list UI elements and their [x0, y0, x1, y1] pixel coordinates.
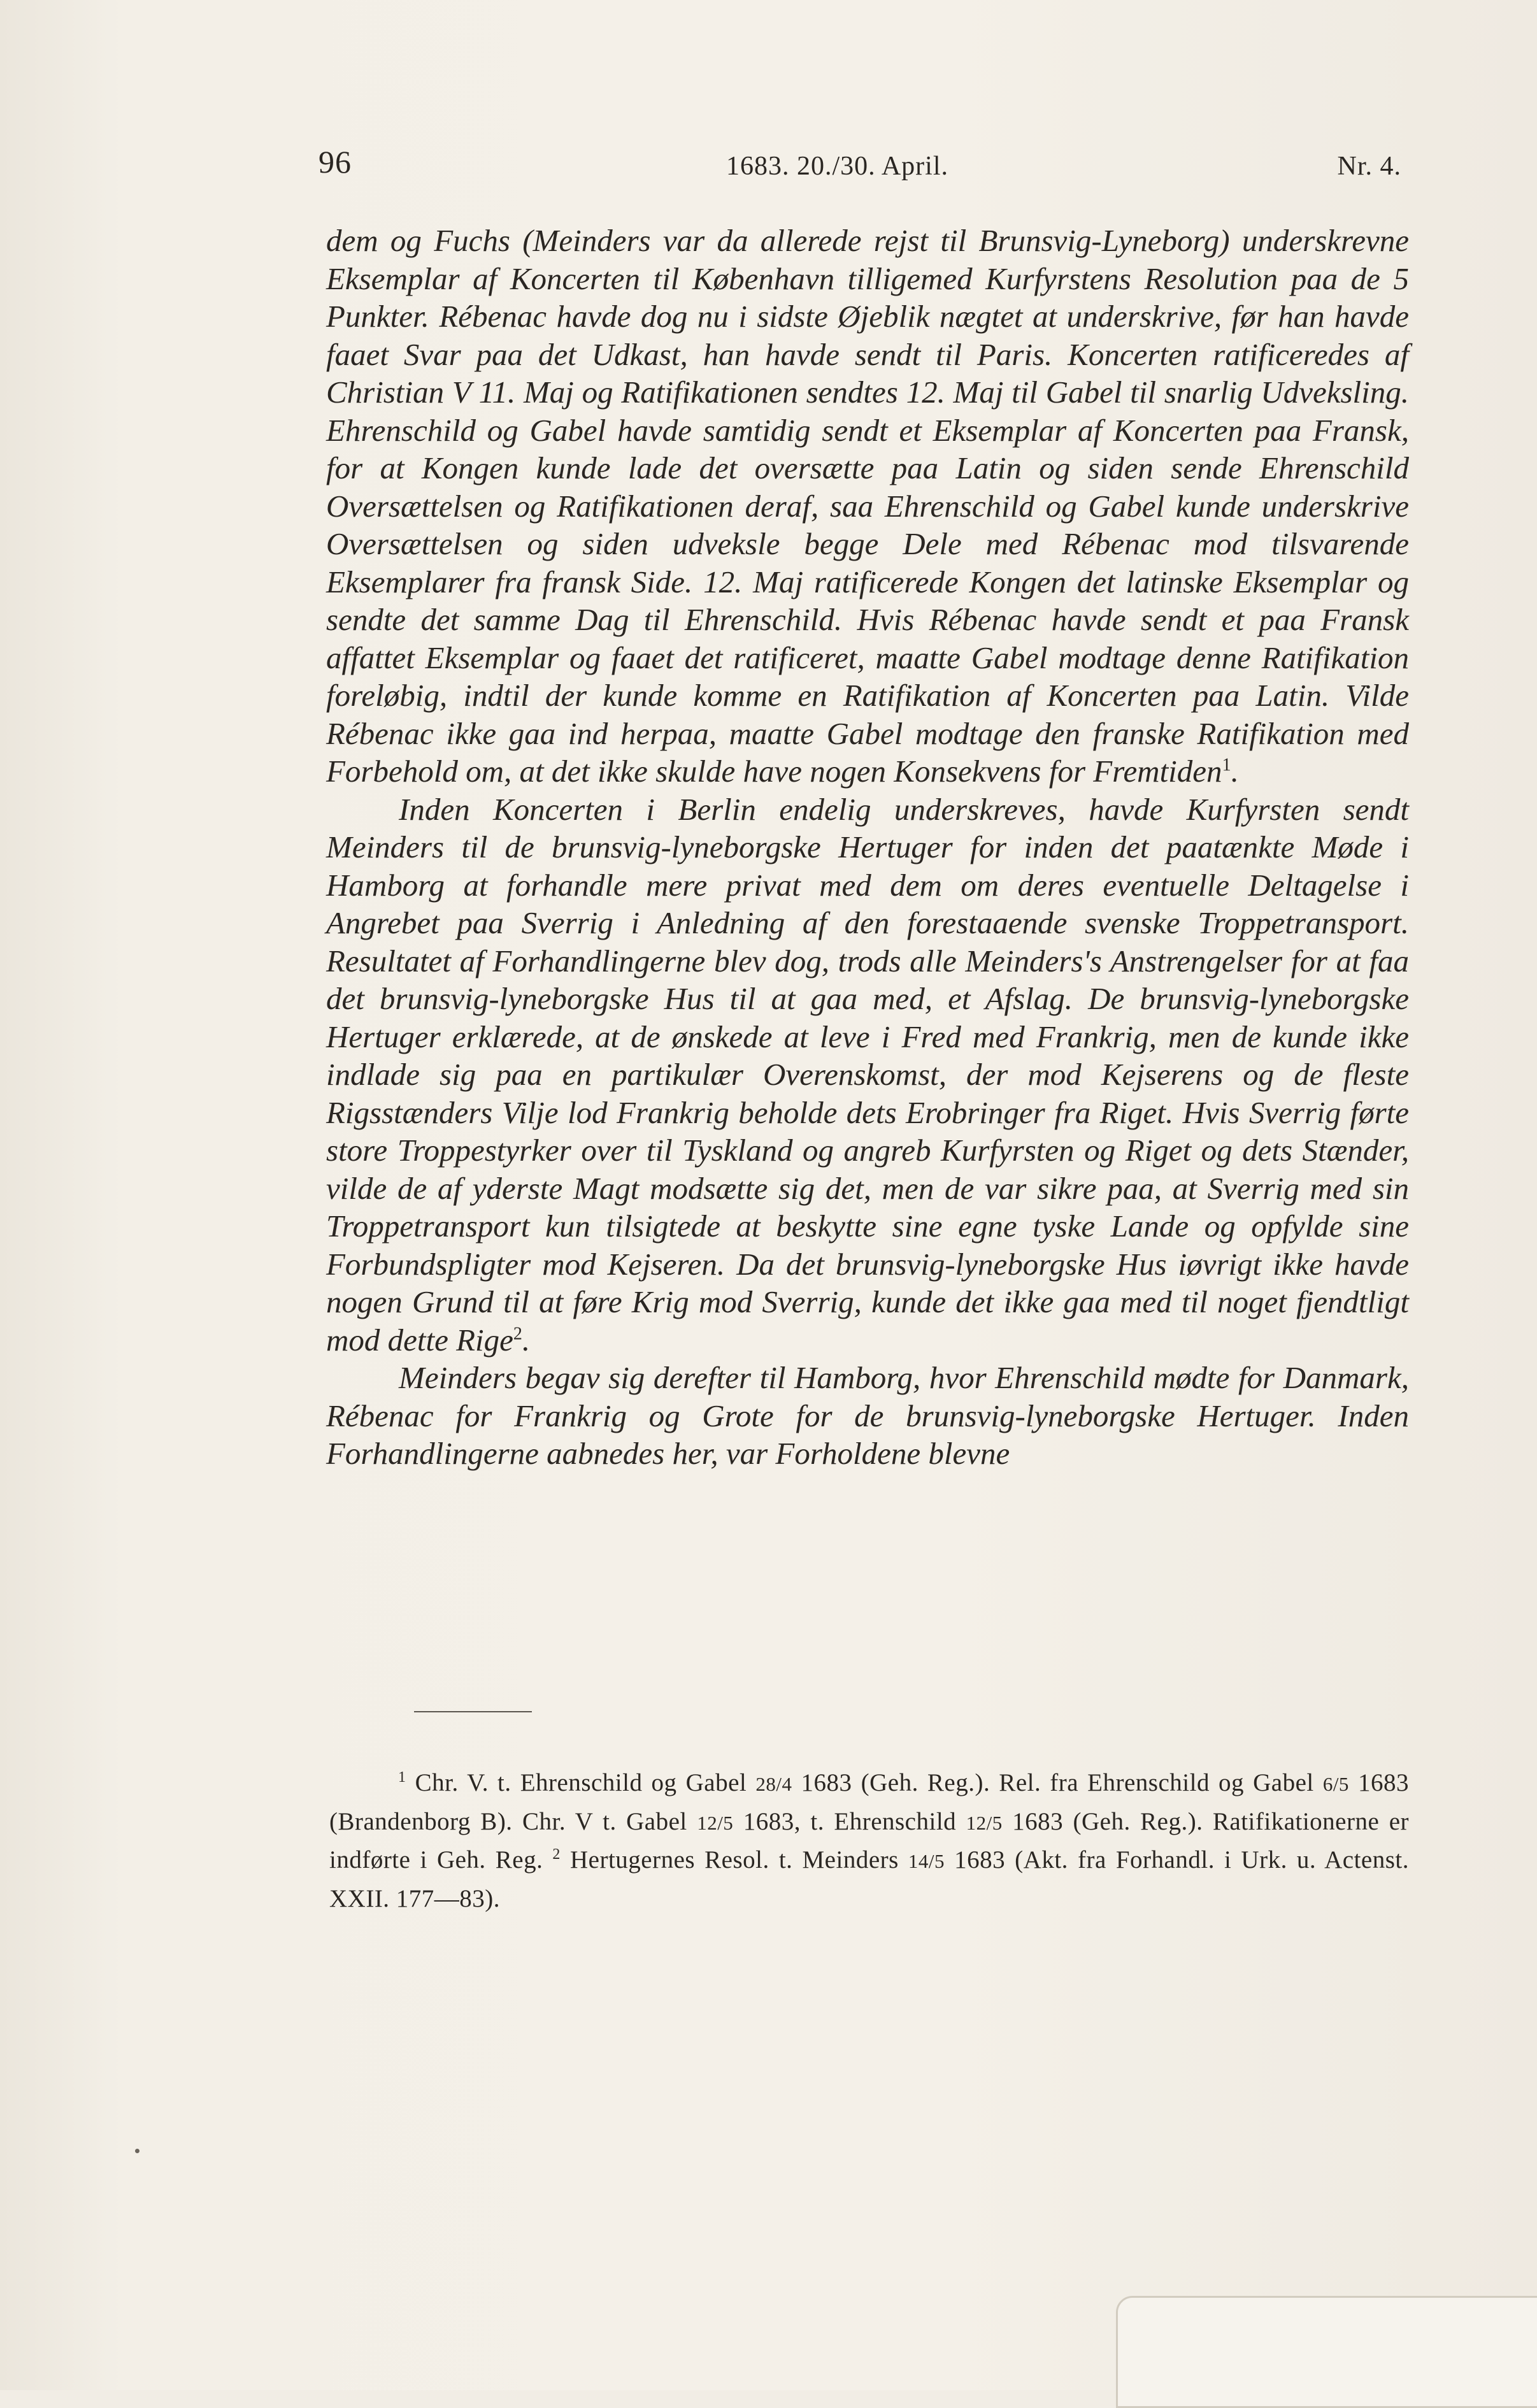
footnote-marker-2: 2 [552, 1846, 561, 1863]
footnotes [329, 1765, 1409, 1917]
paragraph-text: Inden Koncerten i Berlin endelig underskreves, havde Kurfyrsten sendt Meinders til de brunsvig-lyneborgske Hertuger for inden det paatænkte Møde i Hamborg at forhandle mere privat med dem om deres eventuelle Deltagelse i Angrebet paa Sverrig i Anledning af den forestaaende svenske Troppetransport. Resultatet af Forhandlingerne blev dog, trods alle Meinders's Anstrengelser for at faa det brunsvig-lyneborgske Hus til at gaa med, et Afslag. De brunsvig-lyneborgske Hertuger erklærede, at de ønskede at leve i Fred med Frankrig, men de kunde ikke indlade sig paa en partikulær Overenskomst, der mod Kejserens og de fleste Rigsstænders Vilje lod Frankrig beholde dets Erobringer fra Riget. Hvis Sverrig førte store Troppestyrker over til Tyskland og angreb Kurfyrsten og Riget og dets Stænder, vilde de af yderste Magt modsætte sig det, men de var sikre paa, at Sverrig med sin Troppetransport kun tilsigtede at beskytte sine egne tyske Lande og opfylde sine Forbundspligter mod Kejseren. Da det brunsvig-lyneborgske Hus iøvrigt ikke havde nogen Grund til at føre Krig mod Sverrig, kunde det ikke gaa med til noget fjendtligt mod dette Rige [326, 791, 1409, 1358]
date-fraction: 12/5 [697, 1811, 734, 1834]
footnote-text: Hertugernes Resol. t. Meinders [560, 1846, 908, 1874]
paragraph-hamborg [326, 1359, 1409, 1473]
running-head-date: 1683. 20./30. April. [726, 152, 949, 181]
paragraph-end: . [522, 1322, 531, 1358]
paper-speck [135, 2149, 139, 2153]
paragraph-meinders-mission [326, 791, 1409, 1359]
footnote-text: 1683 (Akt. fra Forhandl. i Urk. u. Actenst. XXII. 177—83). [329, 1846, 1409, 1912]
footnote-reference-1: 1 [1222, 755, 1231, 775]
date-fraction: 14/5 [908, 1850, 945, 1872]
footnote-block [329, 1765, 1409, 1917]
running-head [318, 143, 1401, 188]
footnote-text: 1683 (Brandenborg B). Chr. V t. Gabel [329, 1769, 1410, 1835]
document-number: Nr. 4. [1337, 152, 1401, 181]
paragraph-continued [326, 222, 1409, 791]
footnote-text: 1683, t. Ehrenschild [733, 1807, 966, 1835]
date-fraction: 28/4 [755, 1773, 792, 1795]
footnote-text: Chr. V. t. Ehrenschild og Gabel [415, 1769, 756, 1796]
paragraph-text: dem og Fuchs (Meinders var da allerede rejst til Brunsvig-Lyneborg) underskrevne Eksemplar af Koncerten til København tilligemed Kurfyrstens Resolution paa de 5 Punkter. Rébenac havde dog nu i sidste Øjeblik nægtet at underskrive, før han havde faaet Svar paa det Udkast, han havde sendt til Paris. Koncerten ratificeredes af Christian V 11. Maj og Ratifikationen sendtes 12. Maj til Gabel til snarlig Udveksling. Ehrenschild og Gabel havde samtidig sendt et Eksemplar af Koncerten paa Fransk, for at Kongen kunde lade det oversætte paa Latin og siden sende Ehrenschild Oversættelsen og Ratifikationen deraf, saa Ehrenschild og Gabel kunde underskrive Oversættelsen og siden udveksle begge Dele med Rébenac mod tilsvarende Eksemplarer fra fransk Side. 12. Maj ratificerede Kongen det latinske Eksemplar og sendte det samme Dag til Ehrenschild. Hvis Rébenac havde sendt et paa Fransk affattet Eksemplar og faaet det ratificeret, maatte Gabel modtage denne Ratifikation foreløbig, indtil der kunde komme en Ratifikation af Koncerten paa Latin. Vilde Rébenac ikke gaa ind herpaa, maatte Gabel modtage den franske Ratifikation med Forbehold om, at det ikke skulde have nogen Konsekvens for Fremtiden [326, 223, 1409, 789]
page-number: 96 [318, 144, 352, 180]
date-fraction: 12/5 [966, 1811, 1003, 1834]
paper-slip-edge [1116, 2296, 1537, 2408]
paragraph-text: Meinders begav sig derefter til Hamborg, hvor Ehrenschild mødte for Danmark, Rébenac for Frankrig og Grote for de brunsvig-lyneborgske Hertuger. Inden Forhandlingerne aabnedes her, var Forholdene blevne [326, 1360, 1409, 1471]
main-text [326, 222, 1409, 1473]
paragraph-end: . [1231, 754, 1239, 789]
footnote-text: 1683 (Geh. Reg.). Rel. fra Ehrenschild og Gabel [792, 1769, 1323, 1796]
date-fraction: 6/5 [1322, 1773, 1349, 1795]
footnote-divider [414, 1711, 532, 1712]
footnote-text: 1683 (Geh. Reg.). Ratifikationerne er indførte i Geh. Reg. [329, 1807, 1409, 1874]
footnote-reference-2: 2 [513, 1324, 522, 1344]
footnote-marker-1: 1 [398, 1769, 406, 1786]
